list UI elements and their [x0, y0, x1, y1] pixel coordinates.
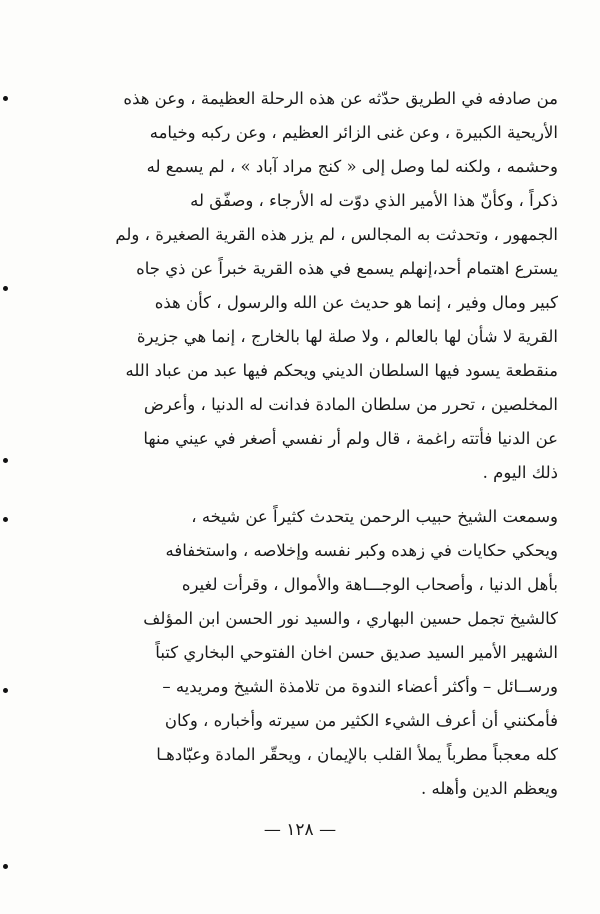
text-line: ويحكي حكايات في زهده وكبر نفسه وإخلاصه ، واستخفافه — [165, 541, 558, 560]
paragraph-1 — [76, 82, 558, 490]
text-line: كله معجباً مطرباً يملأ القلب بالإيمان ، ويحقّر المادة وعبّادهـا — [156, 745, 558, 764]
margin-dot — [3, 458, 8, 463]
margin-dot — [3, 286, 8, 291]
text-line: وسمعت الشيخ حبيب الرحمن يتحدث كثيراً عن شيخه ، — [191, 507, 558, 526]
text-line: ذكراً ، وكأنّ هذا الأمير الذي دوّت له الأرجاء ، وصفّق له — [190, 191, 558, 210]
margin-dot — [3, 688, 8, 693]
text-line: يسترع اهتمام أحد،إنهلم يسمع في هذه القرية خبراً عن ذي جاه — [136, 259, 558, 278]
text-line: فأمكنني أن أعرف الشيء الكثير من سيرته وأخباره ، وكان — [164, 711, 558, 730]
page-number: — ١٢٨ — — [263, 820, 337, 840]
text-line: ويعظم الدين وأهله . — [420, 779, 558, 798]
text-line: من صادفه في الطريق حدّثه عن هذه الرحلة العظيمة ، وعن هذه — [123, 89, 558, 108]
text-line: الجمهور ، وتحدثت به المجالس ، لم يزر هذه القرية الصغيرة ، ولم — [115, 225, 558, 244]
text-line: الشهير الأمير السيد صديق حسن اخان الفتوحي البخاري كتباً — [155, 643, 558, 662]
text-line: ذلك اليوم . — [482, 463, 558, 482]
text-line: كالشيخ تجمل حسين البهاري ، والسيد نور الحسن ابن المؤلف — [143, 609, 558, 628]
text-line: الأريحية الكبيرة ، وعن غنى الزائر العظيم ، وعن ركبه وخيامه — [149, 123, 558, 142]
paragraph-2 — [76, 500, 558, 806]
text-line: وحشمه ، ولكنه لما وصل إلى « كنج مراد آباد » ، لم يسمع له — [146, 157, 558, 176]
text-line: القرية لا شأن لها بالعالم ، ولا صلة لها بالخارج ، إنما هي جزيرة — [136, 327, 558, 346]
margin-dot — [3, 864, 8, 869]
text-line: المخلصين ، تحرر من سلطان المادة فدانت له الدنيا ، وأعرض — [143, 395, 558, 414]
margin-dot — [3, 517, 8, 522]
margin-dot — [3, 96, 8, 101]
text-line: ورســائل – وأكثر أعضاء الندوة من تلامذة الشيخ ومريديه – — [162, 677, 558, 696]
text-line: عن الدنيا فأتته راغمة ، قال ولم أر نفسي أصغر في عيني منها — [143, 429, 558, 448]
text-line: منقطعة يسود فيها السلطان الديني ويحكم فيها عبد من عباد الله — [125, 361, 558, 380]
text-line: بأهل الدنيا ، وأصحاب الوجـــاهة والأموال ، وقرأت لغيره — [181, 575, 558, 594]
text-line: كبير ومال وفير ، إنما هو حديث عن الله والرسول ، كأن هذه — [154, 293, 558, 312]
